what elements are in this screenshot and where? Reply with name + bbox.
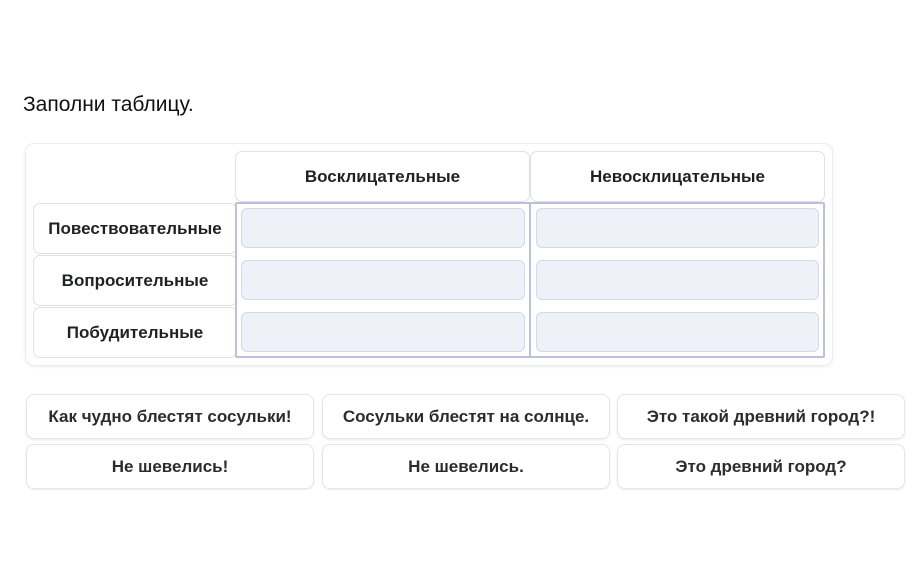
option-chip[interactable]: Не шевелись. [323,445,609,488]
drop-slot-declarative-non-exclamatory[interactable] [536,208,819,248]
row-header-imperative: Побудительные [34,308,236,357]
task-title: Заполни таблицу. [23,93,194,116]
option-chip[interactable]: Не шевелись! [27,445,313,488]
option-chip[interactable]: Как чудно блестят сосульки! [27,395,313,438]
answer-grid-divider [529,202,531,358]
drop-slot-imperative-exclamatory[interactable] [241,312,525,352]
row-header-interrogative: Вопросительные [34,256,236,305]
drop-slot-interrogative-exclamatory[interactable] [241,260,525,300]
option-chip[interactable]: Это такой древний город?! [618,395,904,438]
drop-slot-imperative-non-exclamatory[interactable] [536,312,819,352]
drop-slot-interrogative-non-exclamatory[interactable] [536,260,819,300]
drop-slot-declarative-exclamatory[interactable] [241,208,525,248]
column-header-exclamatory: Восклицательные [236,152,529,201]
option-chip[interactable]: Сосульки блестят на солнце. [323,395,609,438]
column-header-non-exclamatory: Невосклицательные [531,152,824,201]
classification-table [26,144,832,365]
row-header-declarative: Повествовательные [34,204,236,253]
option-chip[interactable]: Это древний город? [618,445,904,488]
